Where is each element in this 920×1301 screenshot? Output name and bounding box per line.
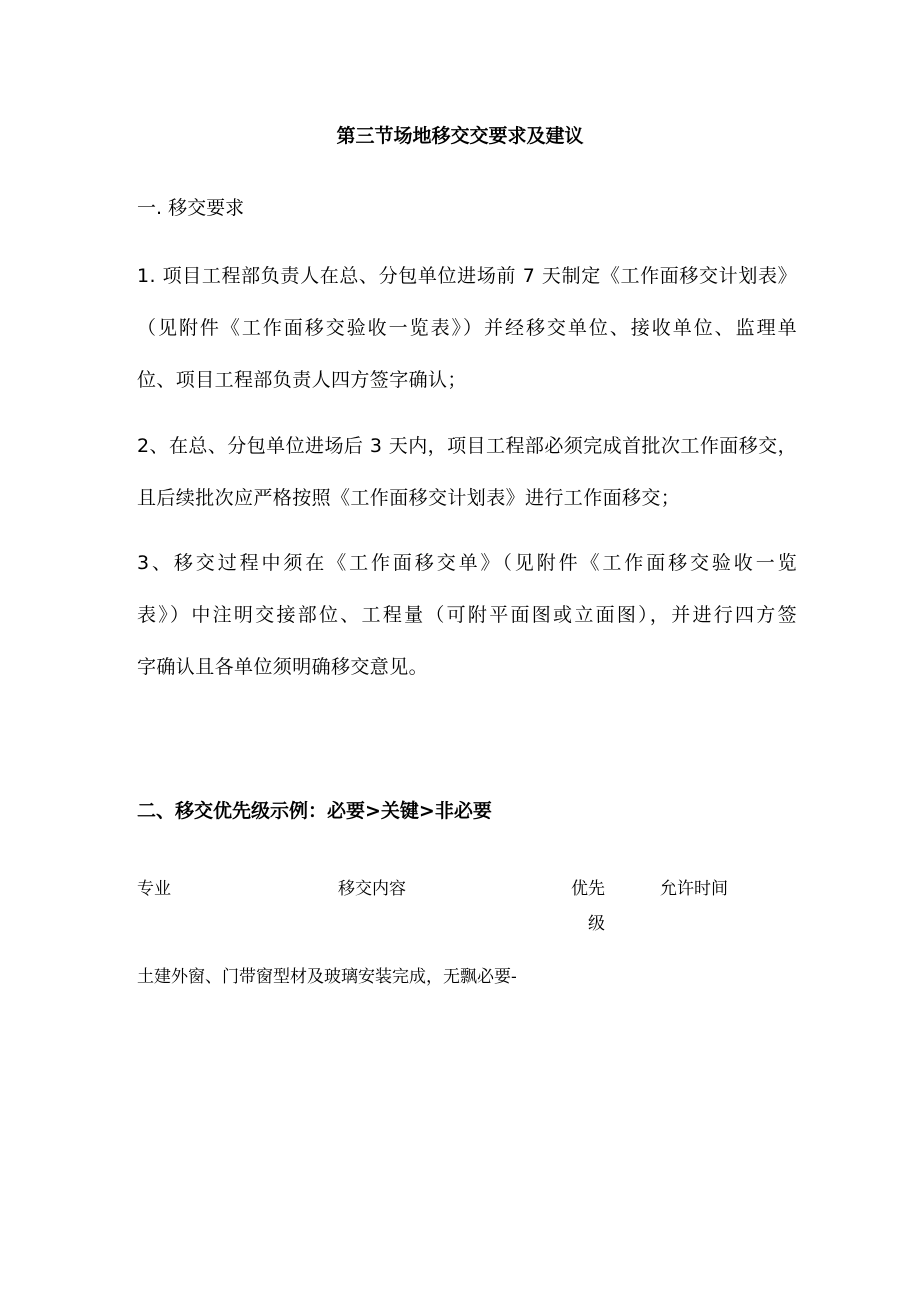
requirement-item-1 <box>137 250 797 406</box>
requirement-item-3-line-3: 字确认且各单位须明确移交意见。 <box>137 656 429 678</box>
table-header-priority-line-1: 优先 <box>571 879 605 899</box>
table-header-allowed-time: 允许时间 <box>660 879 728 899</box>
requirement-item-2-line-2: 且后续批次应严格按照《工作面移交计划表》进行工作面移交； <box>137 487 681 509</box>
requirement-item-3-line-2: 表》）中注明交接部位、工程量（可附平面图或立面图），并进行四方签 <box>137 604 797 626</box>
table-row: 土建外窗、门带窗型材及玻璃安装完成，无飘必要- <box>137 967 517 987</box>
requirement-item-3 <box>137 537 797 693</box>
section-heading-priority-example: 二、移交优先级示例：必要>关键>非必要 <box>137 800 492 822</box>
table-header-handover-content: 移交内容 <box>338 879 406 899</box>
table-header-priority-line-2: 级 <box>588 914 605 934</box>
requirement-item-1-line-3: 位、项目工程部负责人四方签字确认； <box>137 369 467 391</box>
requirement-item-1-line-2: （见附件《工作面移交验收一览表》）并经移交单位、接收单位、监理单 <box>137 317 797 339</box>
requirement-item-1-line-1: 1. 项目工程部负责人在总、分包单位进场前 7 天制定《工作面移交计划表》 <box>137 265 797 287</box>
requirement-item-3-line-1: 3、移交过程中须在《工作面移交单》（见附件《工作面移交验收一览 <box>137 552 797 574</box>
table-header-discipline: 专业 <box>137 879 171 899</box>
requirement-item-2-line-1: 2、在总、分包单位进场后 3 天内，项目工程部必须完成首批次工作面移交， <box>137 435 797 457</box>
section-heading-handover-requirements: 一. 移交要求 <box>137 197 245 219</box>
requirement-item-2 <box>137 420 797 524</box>
page-title: 第三节场地移交交要求及建议 <box>336 125 584 147</box>
